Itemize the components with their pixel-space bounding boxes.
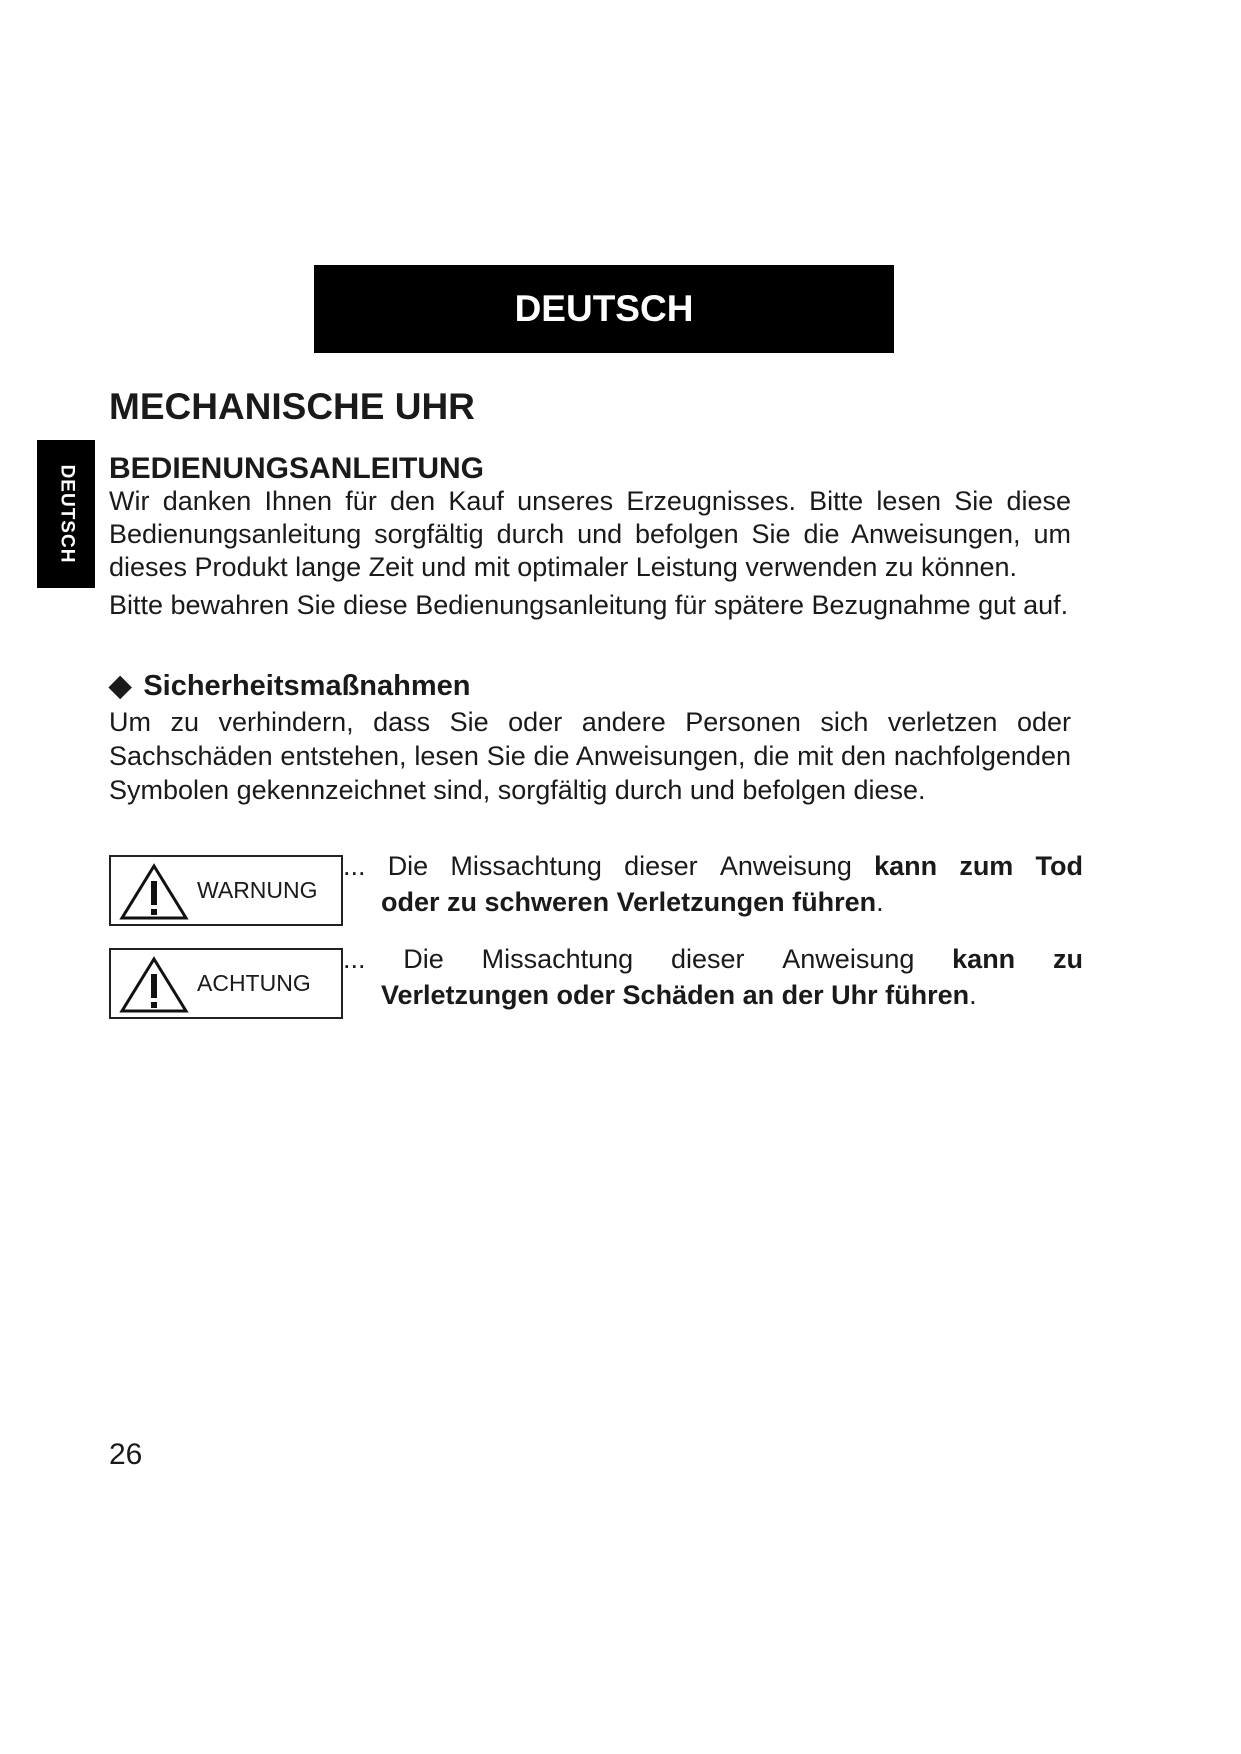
word: Anweisung <box>719 851 852 881</box>
ellipsis: ... <box>343 851 366 881</box>
section-heading: BEDIENUNGSANLEITUNG <box>109 452 485 485</box>
warning-triangle-icon <box>119 863 189 921</box>
caution-description <box>343 941 1083 1013</box>
bold-phrase: Verletzungen oder Schäden an der Uhr führen <box>381 980 970 1010</box>
word: Missachtung <box>481 944 634 974</box>
period: . <box>969 980 977 1010</box>
page-title: MECHANISCHE UHR <box>109 386 475 427</box>
word: dieser <box>670 944 745 974</box>
caution-sign-label: ACHTUNG <box>197 970 311 996</box>
language-banner <box>314 265 894 353</box>
word: Anweisung <box>782 944 915 974</box>
bold-phrase: oder zu schweren Verletzungen führen <box>381 887 877 917</box>
period: . <box>876 887 884 917</box>
word: Die <box>387 851 429 881</box>
warning-sign-label: WARNUNG <box>197 877 318 903</box>
page-number: 26 <box>109 1438 143 1471</box>
intro-paragraph: Wir danken Ihnen für den Kauf unseres Erzeugnisses. Bitte lesen Sie diese Bedienungsanleitung sorgfältig durch und befolgen Sie die Anweisungen, um dieses Produkt lange Zeit und mit optimaler Leistung verwenden zu können. <box>109 486 1071 582</box>
keep-manual-paragraph: Bitte bewahren Sie diese Bedienungsanleitung für spätere Bezugnahme gut auf. <box>109 590 1069 620</box>
bold-word: zum <box>959 851 1014 881</box>
language-banner-title: DEUTSCH <box>514 288 694 329</box>
bold-word: kann <box>874 851 938 881</box>
word: Missachtung <box>450 851 602 881</box>
caution-consequence <box>343 977 1083 1013</box>
bold-word: kann <box>952 944 1016 974</box>
language-side-tab <box>37 440 95 588</box>
word: Die <box>403 944 444 974</box>
safety-title: Sicherheitsmaßnahmen <box>143 670 471 702</box>
bold-word: Tod <box>1035 851 1083 881</box>
word: dieser <box>624 851 698 881</box>
warning-description <box>343 848 1083 920</box>
bold-word: zu <box>1052 944 1083 974</box>
safety-heading <box>109 668 470 703</box>
side-tab-label: DEUTSCH <box>56 464 77 564</box>
warning-consequence <box>343 884 1083 920</box>
caution-sign <box>109 948 343 1019</box>
ellipsis: ... <box>343 944 366 974</box>
safety-paragraph: Um zu verhindern, dass Sie oder andere Personen sich verletzen oder Sachschäden entstehen, lesen Sie die Anweisungen, die mit den nachfolgenden Symbolen gekennzeichnet sind, sorgfältig durch und befolgen diese. <box>109 707 1071 805</box>
diamond-bullet-icon: ◆ <box>109 670 132 702</box>
warning-sign <box>109 855 343 926</box>
warning-triangle-icon <box>119 956 189 1014</box>
